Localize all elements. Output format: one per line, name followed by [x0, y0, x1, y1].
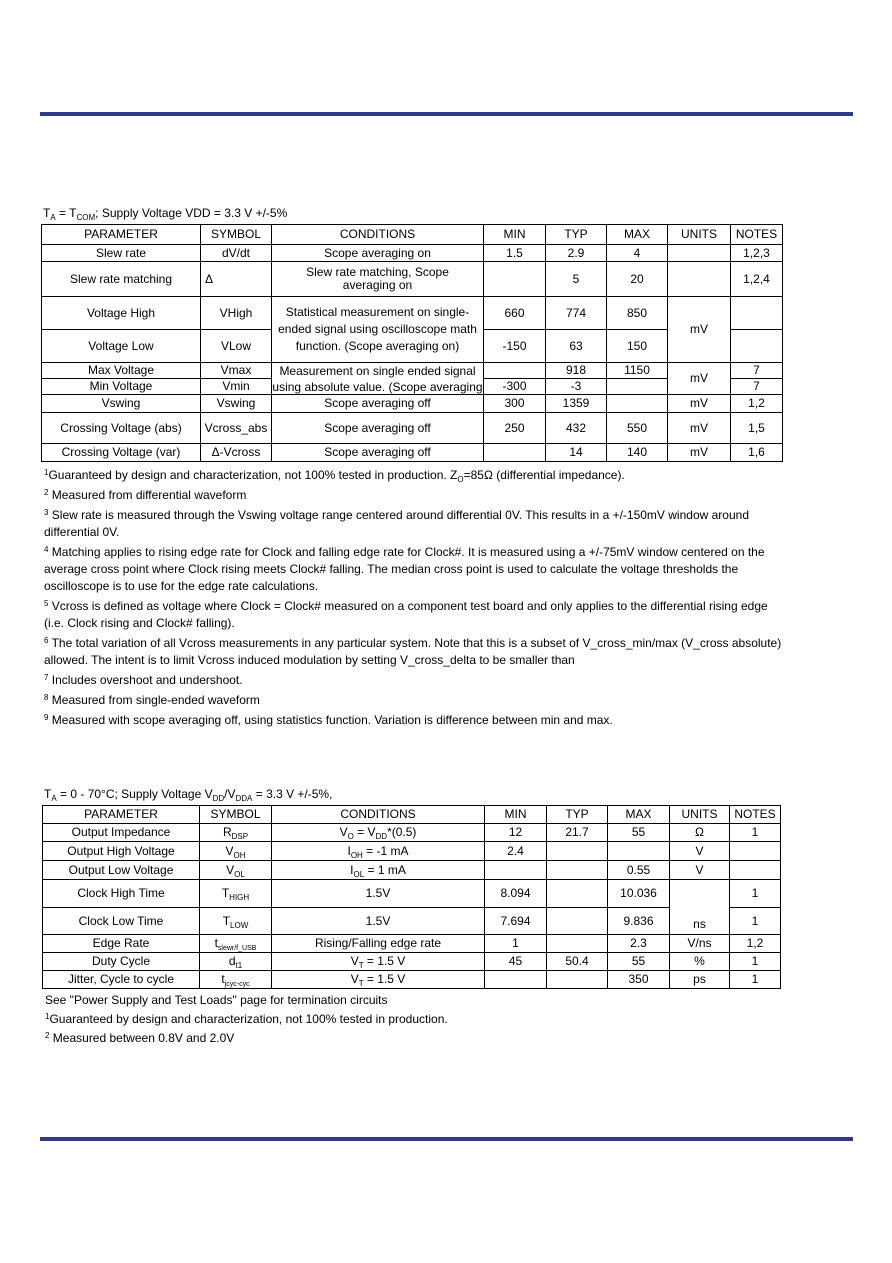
- typ-cell: [547, 861, 608, 880]
- max-cell: 350: [608, 971, 670, 989]
- table1-header-row: [42, 225, 783, 245]
- symbol-cell: $T_{HIGH}$: [200, 880, 272, 908]
- footnote: $^3$ Slew rate is measured through the Vswing voltage range centered around differential 0V. This results in a +/-150mV window around differential 0V.: [44, 508, 749, 539]
- param-cell: Edge Rate: [43, 935, 200, 953]
- typ-cell: 918: [546, 363, 607, 379]
- footnote: See "Power Supply and Test Loads" page for termination circuits: [45, 993, 388, 1007]
- col-header: NOTES: [730, 806, 781, 824]
- units-cell: [668, 262, 731, 297]
- symbol-cell: Vswing: [201, 395, 272, 413]
- symbol-cell: $T_{LOW}$: [200, 908, 272, 935]
- min-cell: 7.694: [485, 908, 547, 935]
- conditions-cell: Scope averaging on: [272, 245, 484, 262]
- min-cell: 12: [485, 824, 547, 842]
- col-header: SYMBOL: [200, 806, 272, 824]
- table-row: [42, 395, 783, 413]
- min-cell: 45: [485, 953, 547, 971]
- table-row: [43, 824, 781, 842]
- param-cell: Output Low Voltage: [43, 861, 200, 880]
- typ-cell: 21.7: [547, 824, 608, 842]
- footnote: $^8$ Measured from single-ended waveform: [44, 693, 260, 707]
- notes-cell: 7: [731, 363, 783, 379]
- typ-cell: 432: [546, 413, 607, 444]
- max-cell: 55: [608, 953, 670, 971]
- symbol-cell: Vmax: [201, 363, 272, 379]
- notes-cell: 1,2,4: [731, 262, 783, 297]
- symbol-cell: Vmin: [201, 379, 272, 395]
- col-header: CONDITIONS: [272, 225, 484, 245]
- col-header: NOTES: [731, 225, 783, 245]
- footnote: $^1$Guaranteed by design and characterization, not 100% tested in production.: [45, 1012, 448, 1026]
- notes-cell: 1: [730, 824, 781, 842]
- param-cell: Vswing: [42, 395, 201, 413]
- notes-cell: [730, 842, 781, 861]
- min-cell: 2.4: [485, 842, 547, 861]
- min-cell: [484, 262, 546, 297]
- spec-table-1: [41, 224, 783, 462]
- notes-cell: 1,2: [730, 935, 781, 953]
- max-cell: 55: [608, 824, 670, 842]
- param-cell: Clock High Time: [43, 880, 200, 908]
- notes-cell: 1: [730, 880, 781, 908]
- notes-cell: 1: [730, 971, 781, 989]
- units-cell: Ω: [670, 824, 730, 842]
- symbol-cell: $t_{slewr/f\_USB}$: [200, 935, 272, 953]
- max-cell: 850: [607, 297, 668, 330]
- table-row: [43, 971, 781, 989]
- min-cell: 300: [484, 395, 546, 413]
- conditions-cell: $I_{OH} = -1$ mA: [272, 842, 485, 861]
- conditions-cell: $V_T = 1.5$ V: [272, 953, 485, 971]
- table-row: [42, 245, 783, 262]
- typ-cell: [547, 908, 608, 935]
- typ-cell: 2.9: [546, 245, 607, 262]
- conditions-cell: 1.5V: [272, 908, 485, 935]
- symbol-cell: VHigh: [201, 297, 272, 330]
- typ-cell: 50.4: [547, 953, 608, 971]
- min-cell: 8.094: [485, 880, 547, 908]
- units-cell: V: [670, 861, 730, 880]
- max-cell: 150: [607, 330, 668, 363]
- col-header: MAX: [607, 225, 668, 245]
- notes-cell: [731, 330, 783, 363]
- symbol-cell: $t_{jcyc-cyc}$: [200, 971, 272, 989]
- max-cell: [607, 395, 668, 413]
- symbol-cell: $d_{t1}$: [200, 953, 272, 971]
- typ-cell: -3: [546, 379, 607, 395]
- max-cell: 140: [607, 444, 668, 462]
- min-cell: [485, 971, 547, 989]
- footnote: $^6$ The total variation of all Vcross measurements in any particular system. Note that this is a subset of V_cross_min/max (V_cross absolute) allowed. The intent is to limit Vcross induced modulation by setting V_cross_delta to be smaller than: [44, 636, 782, 667]
- symbol-cell: $R_{DSP}$: [200, 824, 272, 842]
- units-cell-merged: mV: [668, 297, 731, 363]
- min-cell: -150: [484, 330, 546, 363]
- param-cell: Duty Cycle: [43, 953, 200, 971]
- min-cell: 1: [485, 935, 547, 953]
- footnote: $^9$ Measured with scope averaging off, using statistics function. Variation is difference between min and max.: [44, 713, 613, 727]
- table-row: [42, 413, 783, 444]
- table-row: [42, 363, 783, 379]
- conditions-cell-merged: [272, 363, 484, 395]
- max-cell: 0.55: [608, 861, 670, 880]
- max-cell: 550: [607, 413, 668, 444]
- units-cell: mV: [668, 395, 731, 413]
- units-cell: %: [670, 953, 730, 971]
- footnote: $^2$ Measured between 0.8V and 2.0V: [45, 1031, 235, 1045]
- footnote: $^5$ Vcross is defined as voltage where Clock = Clock# measured on a component test board and only applies to the differential rising edge (i.e. Clock rising and Clock# falling).: [44, 599, 768, 630]
- col-header: MIN: [484, 225, 546, 245]
- typ-cell: [547, 880, 608, 908]
- bottom-rule: [40, 1137, 853, 1141]
- footnote: $^2$ Measured from differential waveform: [44, 488, 247, 502]
- units-cell: mV: [668, 444, 731, 462]
- table-row: [43, 842, 781, 861]
- symbol-cell: Vcross_abs: [201, 413, 272, 444]
- symbol-cell: dV/dt: [201, 245, 272, 262]
- min-cell: [484, 363, 546, 379]
- typ-cell: [547, 971, 608, 989]
- table2-header-row: [43, 806, 781, 824]
- col-header: TYP: [547, 806, 608, 824]
- max-cell: 1150: [607, 363, 668, 379]
- table2-caption: $T_A = 0 - 70^\circ C$; Supply Voltage $V_{DD}/V_{DDA} = 3.3$ V +/-5%,: [44, 787, 333, 803]
- typ-cell: 5: [546, 262, 607, 297]
- conditions-cell: $I_{OL} = 1$ mA: [272, 861, 485, 880]
- footnote: $^7$ Includes overshoot and undershoot.: [44, 673, 243, 687]
- param-cell: Output High Voltage: [43, 842, 200, 861]
- table1-caption: $T_A = T_{COM}$; Supply Voltage VDD = 3.3 V +/-5%: [43, 206, 288, 222]
- table-row: [42, 444, 783, 462]
- param-cell: Clock Low Time: [43, 908, 200, 935]
- symbol-cell: $V_{OH}$: [200, 842, 272, 861]
- units-cell-merged: ns: [670, 880, 730, 935]
- col-header: CONDITIONS: [272, 806, 485, 824]
- table-row: [42, 262, 783, 297]
- param-cell: Slew rate: [42, 245, 201, 262]
- units-cell: ps: [670, 971, 730, 989]
- units-cell: V/ns: [670, 935, 730, 953]
- col-header: SYMBOL: [201, 225, 272, 245]
- units-cell: [668, 245, 731, 262]
- max-cell: [608, 842, 670, 861]
- param-cell: Jitter, Cycle to cycle: [43, 971, 200, 989]
- param-cell: Crossing Voltage (var): [42, 444, 201, 462]
- typ-cell: 1359: [546, 395, 607, 413]
- typ-cell: 63: [546, 330, 607, 363]
- notes-cell: 1,5: [731, 413, 783, 444]
- param-cell: Voltage High: [42, 297, 201, 330]
- notes-cell: [730, 861, 781, 880]
- conditions-cell: Scope averaging off: [272, 444, 484, 462]
- footnote: $^1$Guaranteed by design and characterization, not 100% tested in production. $Z_O=85\Omega$ (differential impedance).: [44, 468, 625, 484]
- table-row: [43, 953, 781, 971]
- min-cell: 1.5: [484, 245, 546, 262]
- col-header: TYP: [546, 225, 607, 245]
- max-cell: 9.836: [608, 908, 670, 935]
- col-header: UNITS: [668, 225, 731, 245]
- typ-cell: [547, 842, 608, 861]
- conditions-cell: Scope averaging off: [272, 395, 484, 413]
- max-cell: 4: [607, 245, 668, 262]
- spec-table-2: [42, 805, 781, 989]
- notes-cell: 7: [731, 379, 783, 395]
- table1-footnotes: [44, 467, 789, 729]
- conditions-cell: 1.5V: [272, 880, 485, 908]
- param-cell: Voltage Low: [42, 330, 201, 363]
- typ-cell: 774: [546, 297, 607, 330]
- table-row: [43, 880, 781, 908]
- conditions-cell: Slew rate matching, Scope averaging on: [272, 262, 484, 297]
- col-header: PARAMETER: [42, 225, 201, 245]
- max-cell: 20: [607, 262, 668, 297]
- col-header: MAX: [608, 806, 670, 824]
- notes-cell: 1,2,3: [731, 245, 783, 262]
- param-cell: Min Voltage: [42, 379, 201, 395]
- notes-cell: 1,6: [731, 444, 783, 462]
- top-rule: [40, 112, 853, 116]
- conditions-merged-text: Measurement on single ended signal using absolute value. (Scope averaging: [272, 364, 483, 394]
- units-cell-merged: mV: [668, 363, 731, 395]
- param-cell: Max Voltage: [42, 363, 201, 379]
- notes-cell: 1: [730, 908, 781, 935]
- col-header: UNITS: [670, 806, 730, 824]
- symbol-cell: Δ-Vcross: [201, 444, 272, 462]
- footnote: $^4$ Matching applies to rising edge rate for Clock and falling edge rate for Clock#. It is measured using a +/-75mV window centered on the average cross point where Clock rising meets Clock# falling. The median cross point is used to calculate the voltage thresholds the oscilloscope is to use for the edge rate calculations.: [44, 545, 765, 593]
- table-row: [43, 935, 781, 953]
- notes-cell: 1,2: [731, 395, 783, 413]
- col-header: PARAMETER: [43, 806, 200, 824]
- notes-cell: [731, 297, 783, 330]
- symbol-cell: VLow: [201, 330, 272, 363]
- symbol-cell: Δ: [201, 262, 272, 297]
- col-header: MIN: [485, 806, 547, 824]
- table-row: [42, 297, 783, 330]
- min-cell: -300: [484, 379, 546, 395]
- typ-cell: 14: [546, 444, 607, 462]
- min-cell: 660: [484, 297, 546, 330]
- conditions-cell: Rising/Falling edge rate: [272, 935, 485, 953]
- param-cell: Slew rate matching: [42, 262, 201, 297]
- min-cell: [484, 444, 546, 462]
- conditions-cell-merged: Statistical measurement on single-ended signal using oscilloscope math function. (Scope averaging on): [272, 297, 484, 363]
- symbol-cell: $V_{OL}$: [200, 861, 272, 880]
- min-cell: [485, 861, 547, 880]
- notes-cell: 1: [730, 953, 781, 971]
- param-cell: Output Impedance: [43, 824, 200, 842]
- param-cell: Crossing Voltage (abs): [42, 413, 201, 444]
- units-cell: V: [670, 842, 730, 861]
- units-cell: mV: [668, 413, 731, 444]
- conditions-cell: $V_T = 1.5$ V: [272, 971, 485, 989]
- table2-footnotes: [45, 992, 790, 1047]
- max-cell: [607, 379, 668, 395]
- max-cell: 10.036: [608, 880, 670, 908]
- table-row: [43, 861, 781, 880]
- max-cell: 2.3: [608, 935, 670, 953]
- conditions-cell: $V_O = V_{DD}*(0.5)$: [272, 824, 485, 842]
- min-cell: 250: [484, 413, 546, 444]
- typ-cell: [547, 935, 608, 953]
- conditions-cell: Scope averaging off: [272, 413, 484, 444]
